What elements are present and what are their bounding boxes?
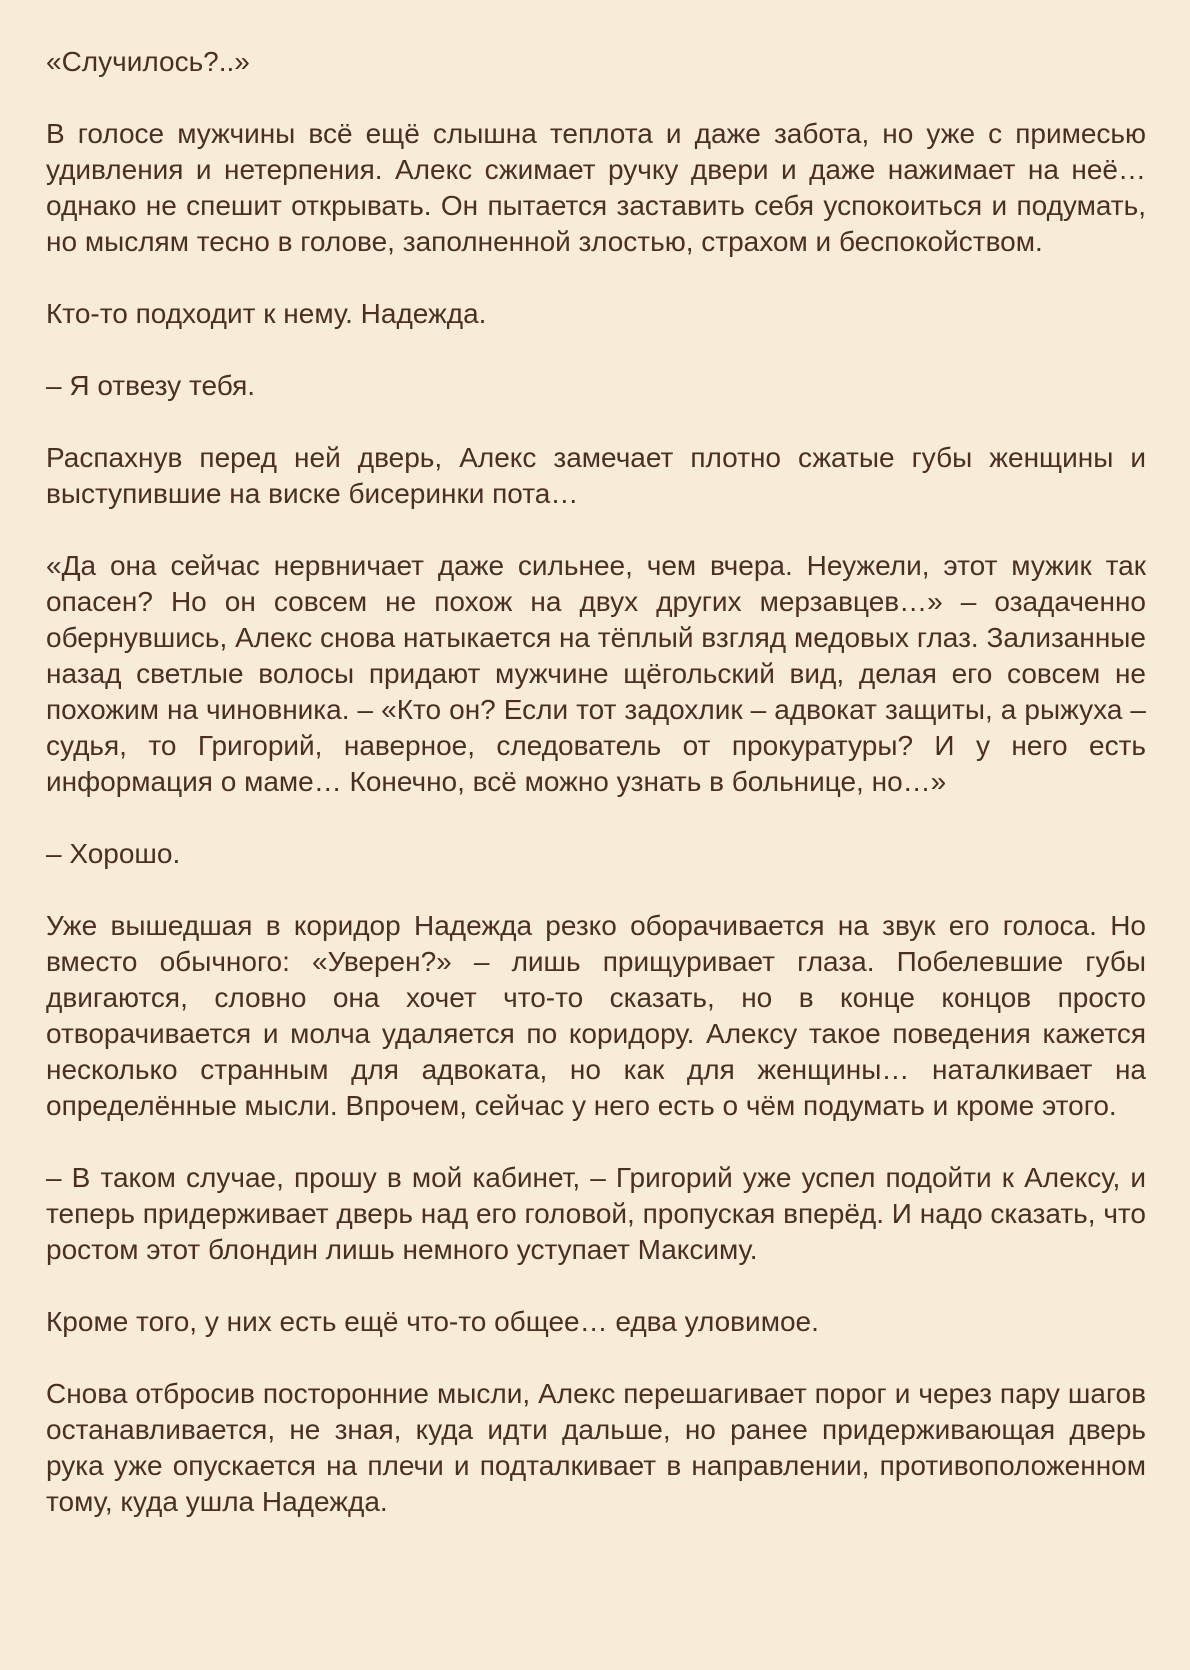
paragraph-3: Кто-то подходит к нему. Надежда. [46,298,487,329]
paragraph-4: – Я отвезу тебя. [46,370,256,401]
paragraph-10: Кроме того, у них есть ещё что-то общее… едва уловимое. [46,1306,819,1337]
paragraph-9: – В таком случае, прошу в мой кабинет, – Григорий уже успел подойти к Алексу, и теперь придерживает дверь над его головой, пропуская вперёд. И надо сказать, что ростом этот блондин лишь немного уступает Максиму. [46,1162,1146,1265]
paragraph-2: В голосе мужчины всё ещё слышна теплота и даже забота, но уже с примесью удивления и нетерпения. Алекс сжимает ручку двери и даже нажимает на неё… однако не спешит открывать. Он пытается заставить себя успокоиться и подумать, но мыслям тесно в голове, заполненной злостью, страхом и беспокойством. [46,118,1146,257]
paragraph-7: – Хорошо. [46,838,181,869]
paragraph-5: Распахнув перед ней дверь, Алекс замечает плотно сжатые губы женщины и выступившие на виске бисеринки пота… [46,442,1146,509]
paragraph-8: Уже вышедшая в коридор Надежда резко оборачивается на звук его голоса. Но вместо обычного: «Уверен?» – лишь прищуривает глаза. Побелевшие губы двигаются, словно она хочет что-то сказать, но в конце концов просто отворачивается и молча удаляется по коридору. Алексу такое поведения кажется несколько странным для адвоката, но как для женщины… наталкивает на определённые мысли. Впрочем, сейчас у него есть о чём подумать и кроме этого. [46,910,1146,1121]
paragraph-11: Снова отбросив посторонние мысли, Алекс перешагивает порог и через пару шагов останавливается, не зная, куда идти дальше, но ранее придерживающая дверь рука уже опускается на плечи и подталкивает в направлении, противоположенном тому, куда ушла Надежда. [46,1378,1146,1517]
paragraph-1: «Случилось?..» [46,46,250,77]
paragraph-6: «Да она сейчас нервничает даже сильнее, чем вчера. Неужели, этот мужик так опасен? Но он совсем не похож на двух других мерзавцев…» – озадаченно обернувшись, Алекс снова натыкается на тёплый взгляд медовых глаз. Зализанные назад светлые волосы придают мужчине щёгольский вид, делая его совсем не похожим на чиновника. – «Кто он? Если тот задохлик – адвокат защиты, а рыжуха – судья, то Григорий, наверное, следователь от прокуратуры? И у него есть информация о маме… Конечно, всё можно узнать в больнице, но…» [46,550,1146,797]
